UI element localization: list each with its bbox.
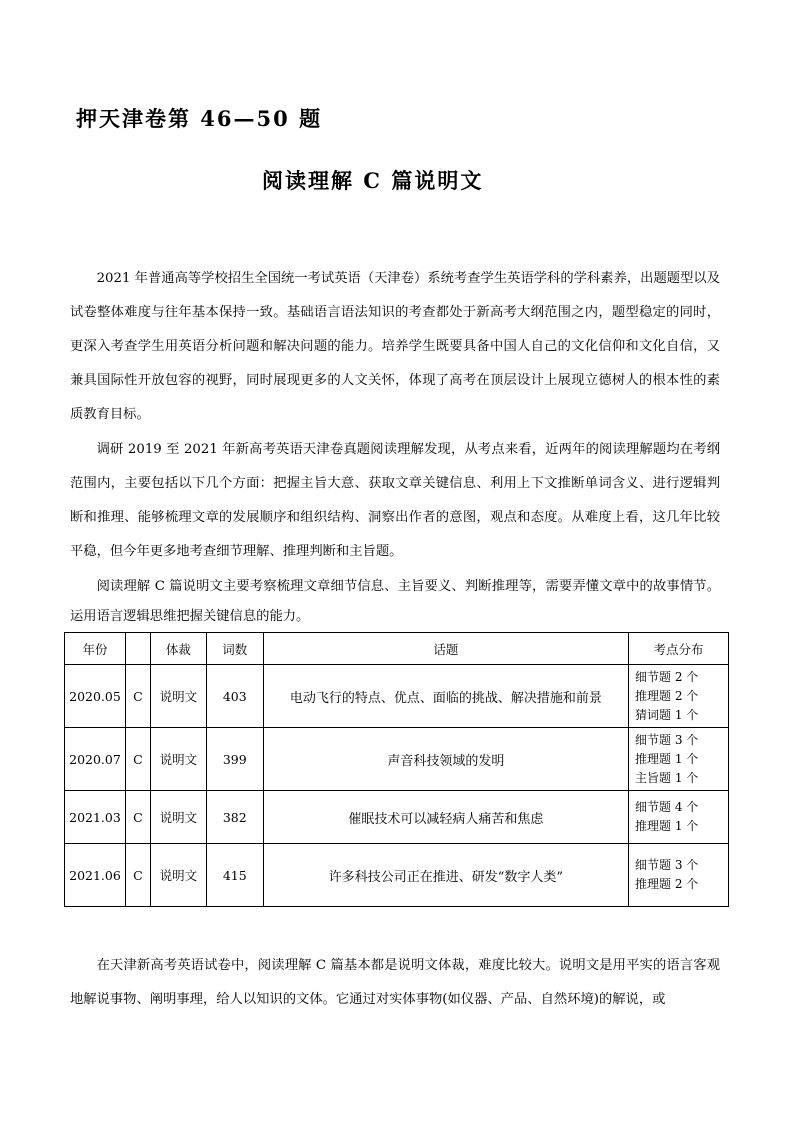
header-genre: 体裁: [150, 633, 206, 665]
cell-section: C: [125, 665, 150, 728]
cell-words: 415: [206, 844, 263, 907]
distribution-item: 推理题 1 个: [635, 751, 699, 766]
distribution-item: 细节题 4 个: [635, 800, 699, 814]
distribution-item: 细节题 3 个: [635, 858, 699, 872]
exam-topics-table: [64, 632, 729, 907]
table-row: [65, 728, 729, 791]
table-row: [65, 844, 729, 907]
cell-section: C: [125, 844, 150, 907]
paragraph-expository: 在天津新高考英语试卷中，阅读理解 C 篇基本都是说明文体裁，难度比较大。说明文是用平实的语言客观地解说事物、阐明事理，给人以知识的文体。它通过对实体事物(如仪器、产品、自然环境)的解说，或: [70, 958, 720, 1007]
cell-words: 403: [206, 665, 263, 728]
distribution-item: 细节题 2 个: [635, 669, 699, 684]
cell-topic: 许多科技公司正在推进、研发“数字人类”: [263, 844, 628, 907]
cell-words: 382: [206, 791, 263, 844]
paragraph-research: 调研 2019 至 2021 年新高考英语天津卷真题阅读理解发现，从考点来看，近两年的阅读理解题均在考纲范围内，主要包括以下几个方面：把握主旨大意、获取文章关键信息、利用上下文推断单词含义、进行逻辑判断和推理、能够梳理文章的发展顺序和组织结构、洞察出作者的意图，观点和态度。从难度上看，这几年比较平稳，但今年更多地考查细节理解、推理判断和主旨题。: [70, 442, 720, 559]
cell-distribution: [629, 665, 729, 728]
distribution-item: 推理题 2 个: [635, 877, 699, 891]
cell-distribution: [629, 791, 729, 844]
cell-genre: 说明文: [150, 728, 206, 791]
cell-distribution: [629, 728, 729, 791]
cell-topic: 电动飞行的特点、优点、面临的挑战、解决措施和前景: [263, 665, 628, 728]
paragraph-intro: 2021 年普通高等学校招生全国统一考试英语（天津卷）系统考查学生英语学科的学科素养，出题题型以及试卷整体难度与往年基本保持一致。基础语言语法知识的考查都处于新高考大纲范围之内，题型稳定的同时，更深入考查学生用英语分析问题和解决问题的能力。培养学生既要具备中国人自己的文化信仰和文化自信，又兼具国际性开放包容的视野，同时展现更多的人文关怀，体现了高考在顶层设计上展现立德树人的根本性的素质教育目标。: [70, 271, 720, 422]
table-header-row: [65, 633, 729, 665]
cell-section: C: [125, 791, 150, 844]
cell-genre: 说明文: [150, 791, 206, 844]
cell-genre: 说明文: [150, 844, 206, 907]
distribution-item: 推理题 1 个: [635, 819, 699, 833]
cell-year: 2020.05: [65, 665, 126, 728]
header-year: 年份: [65, 633, 126, 665]
cell-section: C: [125, 728, 150, 791]
cell-topic: 催眠技术可以减轻病人痛苦和焦虑: [263, 791, 628, 844]
header-topic: 话题: [263, 633, 628, 665]
table-row: [65, 791, 729, 844]
header-words: 词数: [206, 633, 263, 665]
paragraph-section-c: 阅读理解 C 篇说明文主要考察梳理文章细节信息、主旨要义、判断推理等，需要弄懂文章中的故事情节。运用语言逻辑思维把握关键信息的能力。: [70, 579, 720, 624]
cell-year: 2020.07: [65, 728, 126, 791]
document-title: 押天津卷第 46—50 题: [76, 106, 323, 131]
cell-year: 2021.03: [65, 791, 126, 844]
cell-distribution: [629, 844, 729, 907]
cell-words: 399: [206, 728, 263, 791]
header-section: [125, 633, 150, 665]
distribution-item: 推理题 2 个: [635, 688, 699, 703]
header-distribution: 考点分布: [629, 633, 729, 665]
document-subtitle: 阅读理解 C 篇说明文: [262, 168, 484, 193]
distribution-item: 细节题 3 个: [635, 732, 699, 747]
cell-genre: 说明文: [150, 665, 206, 728]
cell-topic: 声音科技领域的发明: [263, 728, 628, 791]
table-row: [65, 665, 729, 728]
distribution-item: 猜词题 1 个: [635, 707, 699, 722]
distribution-item: 主旨题 1 个: [635, 770, 699, 785]
cell-year: 2021.06: [65, 844, 126, 907]
